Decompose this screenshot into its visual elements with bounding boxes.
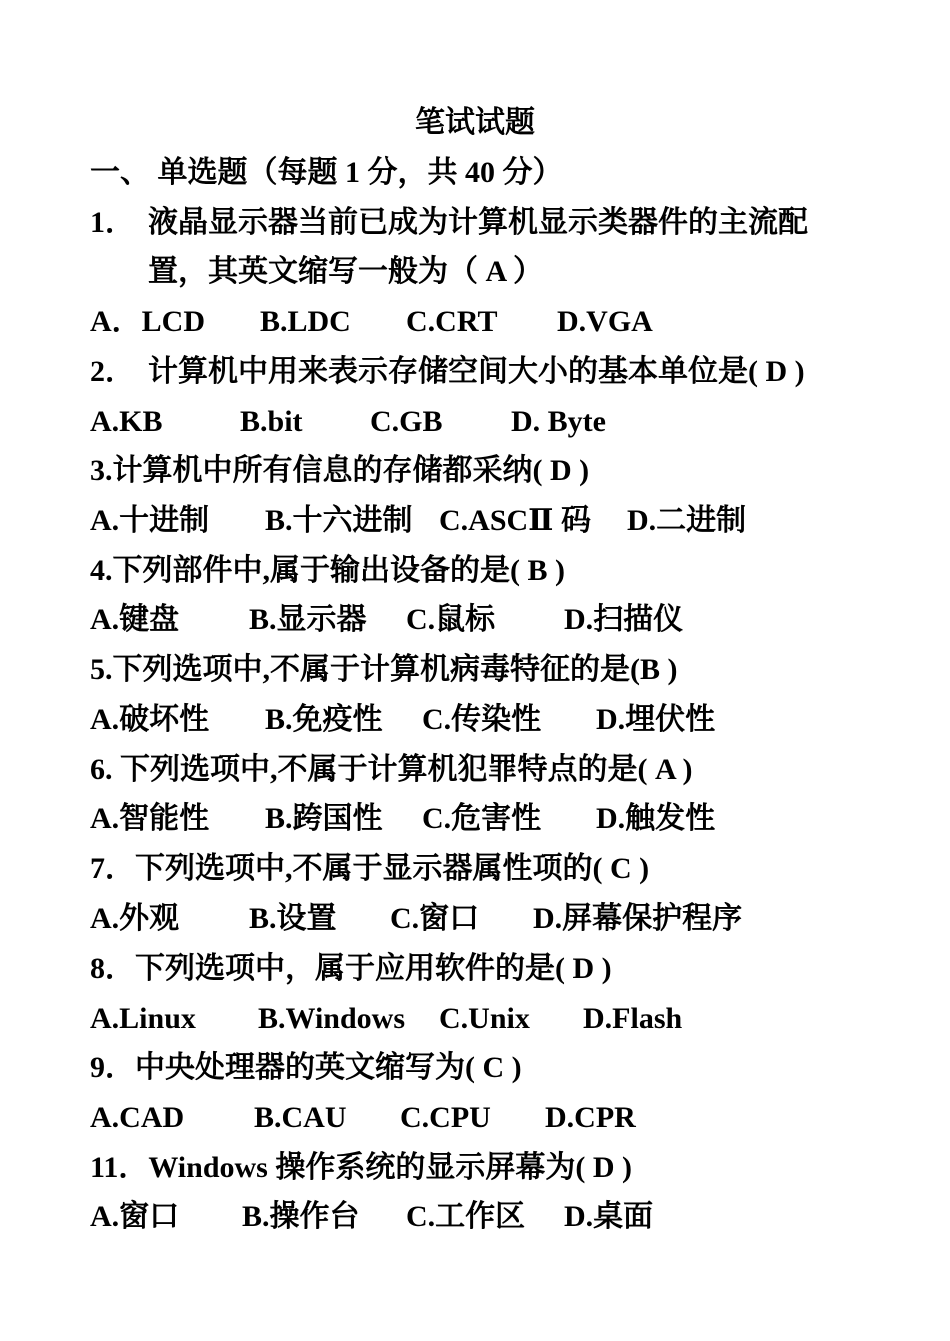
option-d: D.VGA	[557, 305, 653, 338]
option-d: D.二进制	[627, 504, 747, 537]
question-text: 计算机中用来表示存储空间大小的基本单位是( D )	[148, 355, 805, 388]
question-11: 11．Windows 操作系统的显示屏幕为( D )	[90, 1151, 632, 1184]
option-b: B.CAU	[254, 1101, 347, 1134]
question-8: 8．下列选项中，属于应用软件的是( D )	[90, 952, 612, 985]
option-a: A.破坏性	[90, 703, 210, 736]
option-c: C.传染性	[422, 703, 542, 736]
question-4: 4.下列部件中,属于输出设备的是( B )	[90, 554, 565, 587]
option-c: C.危害性	[422, 802, 542, 835]
question-2	[90, 352, 870, 392]
option-c: C.工作区	[406, 1200, 526, 1233]
option-b: B.设置	[249, 902, 337, 935]
option-a: A．LCD	[90, 305, 206, 338]
option-b: B.bit	[240, 405, 303, 438]
option-d: D.桌面	[564, 1200, 654, 1233]
option-a: A.窗口	[90, 1200, 180, 1233]
option-a: A.十进制	[90, 504, 210, 537]
question-9: 9．中央处理器的英文缩写为( C )	[90, 1051, 522, 1084]
option-c: C.GB	[370, 405, 443, 438]
option-c: C.CRT	[406, 305, 498, 338]
question-1-continued: 置，其英文缩写一般为（ A ）	[148, 255, 544, 288]
option-c: C.窗口	[390, 902, 480, 935]
option-b: B.显示器	[249, 603, 367, 636]
option-d: D.CPR	[545, 1101, 636, 1134]
option-d: D.扫描仪	[564, 603, 684, 636]
section-heading: 一、 单选题（每题 1 分，共 40 分）	[90, 156, 563, 189]
option-a: A.CAD	[90, 1101, 185, 1134]
option-d: D.Flash	[583, 1002, 683, 1035]
option-c: C.ASCⅡ 码	[439, 504, 591, 537]
option-d: D.屏幕保护程序	[533, 902, 743, 935]
option-c: C.Unix	[439, 1002, 530, 1035]
option-b: B.十六进制	[265, 504, 413, 537]
option-a: A.外观	[90, 902, 180, 935]
question-7: 7．下列选项中,不属于显示器属性项的( C )	[90, 852, 650, 885]
question-3: 3.计算机中所有信息的存储都采纳( D )	[90, 454, 590, 487]
option-c: C.鼠标	[406, 603, 496, 636]
option-b: B.操作台	[242, 1200, 360, 1233]
question-text: 液晶显示器当前已成为计算机显示类器件的主流配	[148, 206, 808, 239]
question-number: 2．	[90, 355, 135, 388]
option-c: C.CPU	[400, 1101, 491, 1134]
question-1	[90, 203, 870, 243]
question-5: 5.下列选项中,不属于计算机病毒特征的是(B )	[90, 653, 678, 686]
option-b: B.LDC	[260, 305, 351, 338]
question-6: 6. 下列选项中,不属于计算机犯罪特点的是( A )	[90, 753, 693, 786]
option-d: D. Byte	[511, 405, 606, 438]
option-d: D.触发性	[596, 802, 716, 835]
option-a: A.键盘	[90, 603, 180, 636]
page-title: 笔试试题	[415, 106, 535, 139]
option-b: B.免疫性	[265, 703, 383, 736]
option-a: A.Linux	[90, 1002, 196, 1035]
question-number: 1．	[90, 206, 135, 239]
option-a: A.智能性	[90, 802, 210, 835]
option-d: D.埋伏性	[596, 703, 716, 736]
option-a: A.KB	[90, 405, 163, 438]
option-b: B.跨国性	[265, 802, 383, 835]
option-b: B.Windows	[258, 1002, 406, 1035]
